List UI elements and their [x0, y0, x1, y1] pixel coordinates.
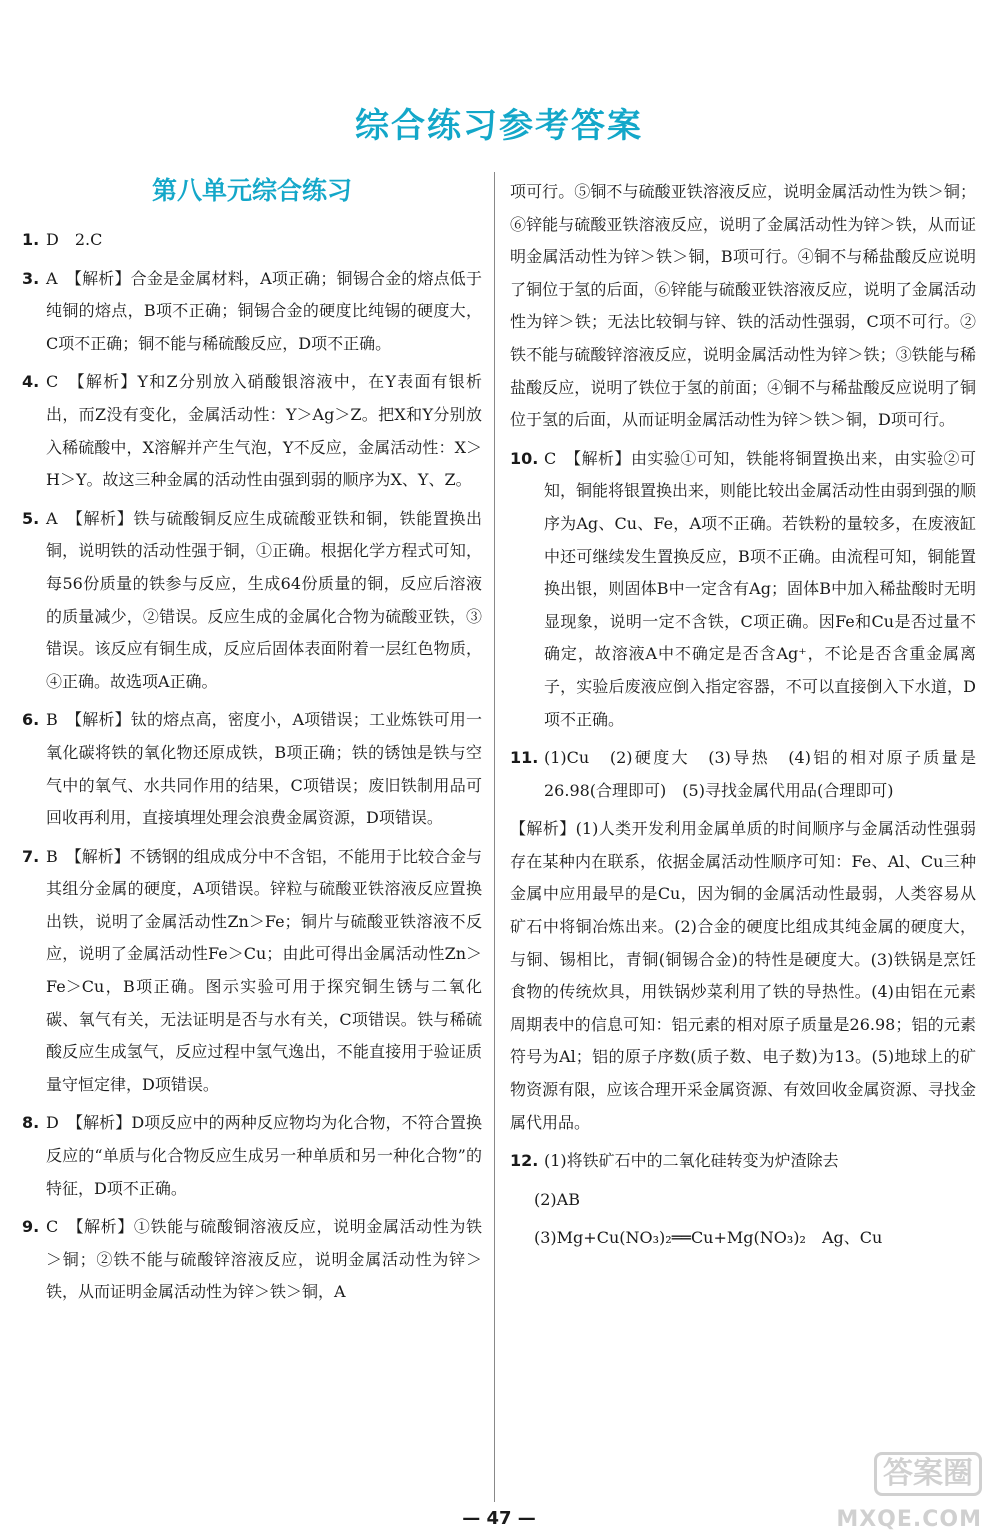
left-column: [22, 170, 482, 1315]
right-column: [510, 176, 976, 1261]
answer-item: [510, 443, 976, 736]
page-title: 综合练习参考答案: [355, 106, 643, 146]
item-text: (1)Cu (2)硬度大 (3)导热 (4)铝的相对原子质量是26.98(合理即可) (5)寻找金属代用品(合理即可): [544, 748, 976, 800]
item-number: 12.: [510, 1151, 539, 1171]
item-number: 9.: [22, 1217, 40, 1237]
item-number: 6.: [22, 710, 40, 730]
answer-item: [22, 224, 482, 257]
watermark-text: 答案圈: [874, 1452, 982, 1496]
item-number: 7.: [22, 846, 40, 866]
item-number: 5.: [22, 508, 40, 528]
item-9-continuation: 项可行。⑤铜不与硫酸亚铁溶液反应，说明金属活动性为铁＞铜；⑥锌能与硫酸亚铁溶液反应，说明了金属活动性为锌＞铁，从而证明金属活动性为锌＞铁＞铜，B项可行。④铜不与稀盐酸反应说明了铜位于氢的后面，⑥锌能与硫酸亚铁溶液反应，说明了金属活动性为锌＞铁；无法比较铜与锌、铁的活动性强弱，C项不可行。②铁不能与硫酸锌溶液反应，说明金属活动性为锌＞铁；③铁能与稀盐酸反应，说明了铁位于氢的前面；④铜不与稀盐酸反应说明了铜位于氢的后面，从而证明金属活动性为锌＞铁＞铜，D项可行。: [510, 182, 976, 430]
watermark-logo: [832, 1452, 982, 1532]
item-text: C 【解析】Y和Z分别放入硝酸银溶液中，在Y表面有银析出，而Z没有变化，金属活动性：Y＞Ag＞Z。把X和Y分别放入稀硫酸中，X溶解并产生气泡，Y不反应，金属活动性：X＞H＞Y。故这三种金属的活动性由强到弱的顺序为X、Y、Z。: [46, 372, 482, 490]
item-text: (1)将铁矿石中的二氧化硅转变为炉渣除去: [544, 1151, 839, 1171]
item-text: B 【解析】不锈钢的组成成分中不含铝，不能用于比较合金与其组分金属的硬度，A项错误。锌粒与硫酸亚铁溶液反应置换出铁，说明了金属活动性Zn＞Fe；铜片与硫酸亚铁溶液不反应，说明了金属活动性Fe＞Cu；由此可得出金属活动性Zn＞Fe＞Cu，B项正确。图示实验可用于探究铜生锈与二氧化碳、氧气有关，无法证明是否与水有关，C项错误。铁与稀硫酸反应生成氢气，反应过程中氢气逸出，不能直接用于验证质量守恒定律，D项错误。: [46, 846, 482, 1094]
item-text: C 【解析】由实验①可知，铁能将铜置换出来，由实验②可知，铜能将银置换出来，则能比较出金属活动性由弱到强的顺序为Ag、Cu、Fe，A项不正确。若铁粉的量较多，在废液缸中还可继续发生置换反应，B项不正确。由流程可知，铜能置换出银，则固体B中一定含有Ag；固体B中加入稀盐酸时无明显现象，说明一定不含铁，C项正确。因Fe和Cu是否过量不确定，故溶液A中不确定是否含Ag⁺，不论是否含重金属离子，实验后废液应倒入指定容器，不可以直接倒入下水道，D项不正确。: [544, 448, 977, 729]
answer-item: [22, 366, 482, 496]
item-text: D 2.C: [46, 230, 103, 249]
answer-item: [22, 1107, 482, 1205]
item-text: A 【解析】合金是金属材料，A项正确；铜锡合金的熔点低于纯铜的熔点，B项不正确；铜锡合金的硬度比纯锡的硬度大，C项不正确；铜不能与稀硫酸反应，D项不正确。: [46, 268, 482, 353]
answer-item: [22, 704, 482, 834]
item-subanswer: (3)Mg+Cu(NO₃)₂══Cu+Mg(NO₃)₂ Ag、Cu: [534, 1228, 883, 1248]
answer-item: [510, 742, 976, 807]
answer-item: [22, 263, 482, 361]
page-number: — 47 —: [462, 1508, 536, 1529]
item-text: D 【解析】D项反应中的两种反应物均为化合物，不符合置换反应的“单质与化合物反应生成另一种单质和另一种化合物”的特征，D项不正确。: [46, 1113, 482, 1198]
item-text: C 【解析】①铁能与硫酸铜溶液反应，说明金属活动性为铁＞铜；②铁不能与硫酸锌溶液反应，说明金属活动性为锌＞铁，从而证明金属活动性为锌＞铁＞铜，A: [46, 1217, 482, 1302]
item-number: 11.: [510, 748, 539, 768]
answer-item: [22, 503, 482, 699]
watermark-url: MXQE.COM: [836, 1507, 982, 1532]
item-number: 10.: [510, 448, 539, 468]
item-text: A 【解析】铁与硫酸铜反应生成硫酸亚铁和铜，铁能置换出铜，说明铁的活动性强于铜，①正确。根据化学方程式可知，每56份质量的铁参与反应，生成64份质量的铜，反应后溶液的质量减少，②错误。反应生成的金属化合物为硫酸亚铁，③错误。该反应有铜生成，反应后固体表面附着一层红色物质，④正确。故选项A正确。: [46, 508, 482, 691]
section-title: 第八单元综合练习: [151, 176, 352, 205]
item-number: 4.: [22, 372, 40, 392]
item-text: B 【解析】钛的熔点高，密度小，A项错误；工业炼铁可用一氧化碳将铁的氧化物还原成铁，B项正确；铁的锈蚀是铁与空气中的氧气、水共同作用的结果，C项错误；废旧铁制用品可回收再利用，直接填埋处理会浪费金属资源，D项错误。: [46, 710, 482, 828]
item-analysis: 【解析】(1)人类开发利用金属单质的时间顺序与金属活动性强弱存在某种内在联系，依据金属活动性顺序可知：Fe、Al、Cu三种金属中应用最早的是Cu，因为铜的金属活动性最弱，人类容易从矿石中将铜冶炼出来。(2)合金的硬度比组成其纯金属的硬度大，与铜、锡相比，青铜(铜锡合金)的特性是硬度大。(3)铁锅是烹饪食物的传统炊具，用铁锅炒菜利用了铁的导热性。(4)由铝在元素周期表中的信息可知：铝元素的相对原子质量是26.98；铝的元素符号为Al；铝的原子序数(质子数、电子数)为13。(5)地球上的矿物资源有限，应该合理开采金属资源、有效回收金属资源、寻找金属代用品。: [510, 819, 976, 1132]
item-subanswer: (2)AB: [534, 1189, 580, 1209]
item-number: 1.: [22, 230, 40, 249]
column-divider: [494, 172, 495, 1502]
answer-item: [22, 1211, 482, 1309]
answer-item: [22, 841, 482, 1102]
item-number: 8.: [22, 1113, 40, 1133]
answer-item: [510, 1145, 976, 1178]
item-number: 3.: [22, 268, 40, 288]
